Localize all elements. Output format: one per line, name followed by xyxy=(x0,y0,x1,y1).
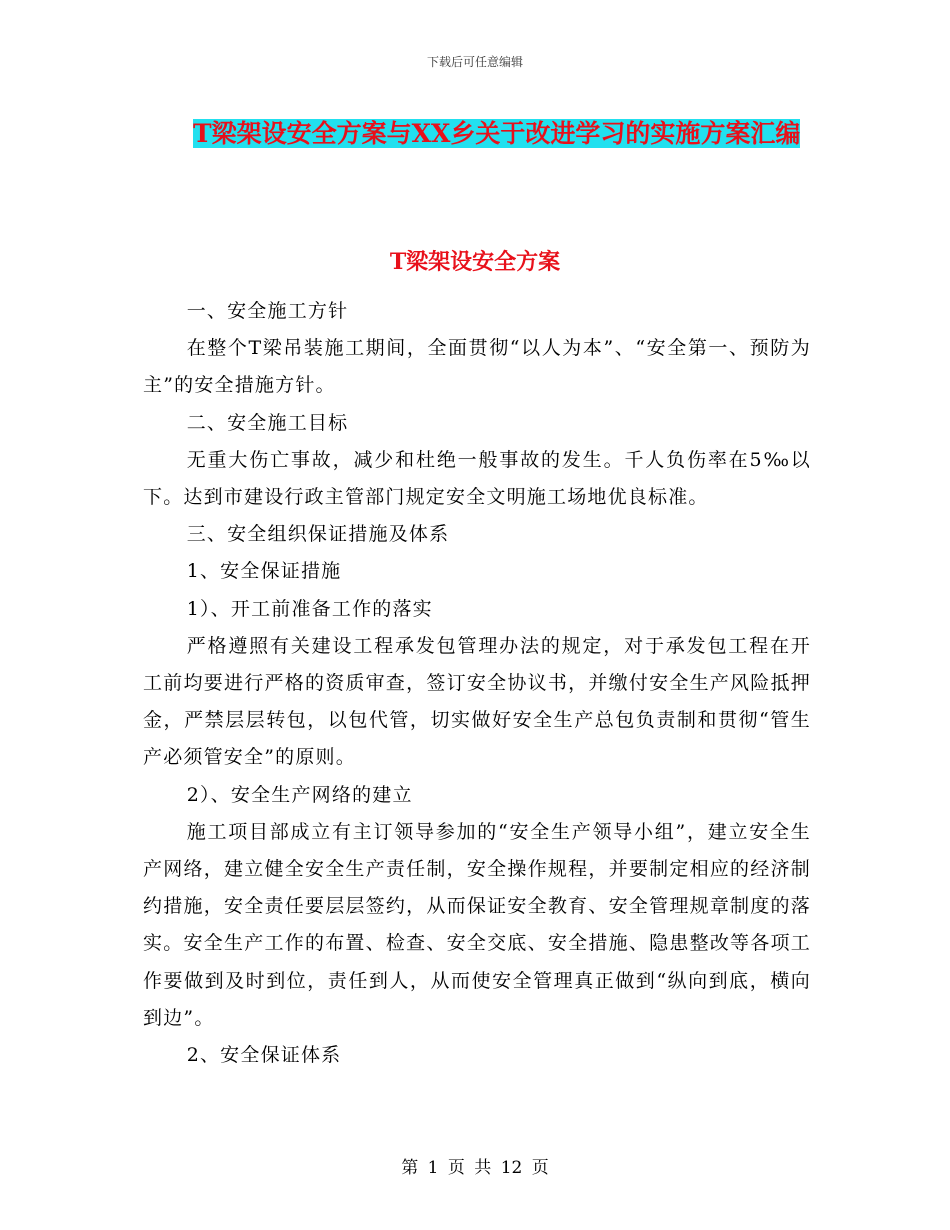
heading-safety-measures: 1、安全保证措施 xyxy=(186,560,342,583)
paragraph-safety-policy: 在整个T梁吊装施工期间，全面贯彻“以人为本”、“安全第一、预防为主”的安全措施方针。 xyxy=(143,337,811,397)
heading-preparation: 1）、开工前准备工作的落实 xyxy=(186,597,433,620)
document-body xyxy=(143,293,811,1074)
heading-safety-network: 2）、安全生产网络的建立 xyxy=(186,783,413,806)
header-note: 下载后可任意编辑 xyxy=(426,55,523,69)
section-title: T梁架设安全方案 xyxy=(389,249,561,275)
paragraph-preparation: 严格遵照有关建设工程承发包管理办法的规定，对于承发包工程在开工前均要进行严格的资质审查，签订安全协议书，并缴付安全生产风险抵押金，严禁层层转包，以包代管，切实做好安全生产总包负责制和贯彻“管生产必须管安全”的原则。 xyxy=(143,634,811,769)
page-footer: 第 1 页 共 12 页 xyxy=(401,1158,549,1178)
document-title xyxy=(193,113,813,155)
document-title-text: T梁架设安全方案与XX乡关于改进学习的实施方案汇编 xyxy=(193,119,801,148)
heading-safety-goals: 二、安全施工目标 xyxy=(186,411,349,434)
heading-safety-organization: 三、安全组织保证措施及体系 xyxy=(186,523,450,546)
heading-safety-system: 2、安全保证体系 xyxy=(186,1044,342,1067)
paragraph-safety-network: 施工项目部成立有主订领导参加的“安全生产领导小组”，建立安全生产网络，建立健全安全生产责任制，安全操作规程，并要制定相应的经济制约措施，安全责任要层层签约，从而保证安全教育、安全管理规章制度的落实。安全生产工作的布置、检查、安全交底、安全措施、隐患整改等各项工作要做到及时到位，责任到人，从而使安全管理真正做到“纵向到底，横向到边”。 xyxy=(143,820,811,1029)
paragraph-safety-goals: 无重大伤亡事故，减少和杜绝一般事故的发生。千人负伤率在5‰以下。达到市建设行政主管部门规定安全文明施工场地优良标准。 xyxy=(143,448,811,509)
heading-safety-policy: 一、安全施工方针 xyxy=(186,300,349,322)
